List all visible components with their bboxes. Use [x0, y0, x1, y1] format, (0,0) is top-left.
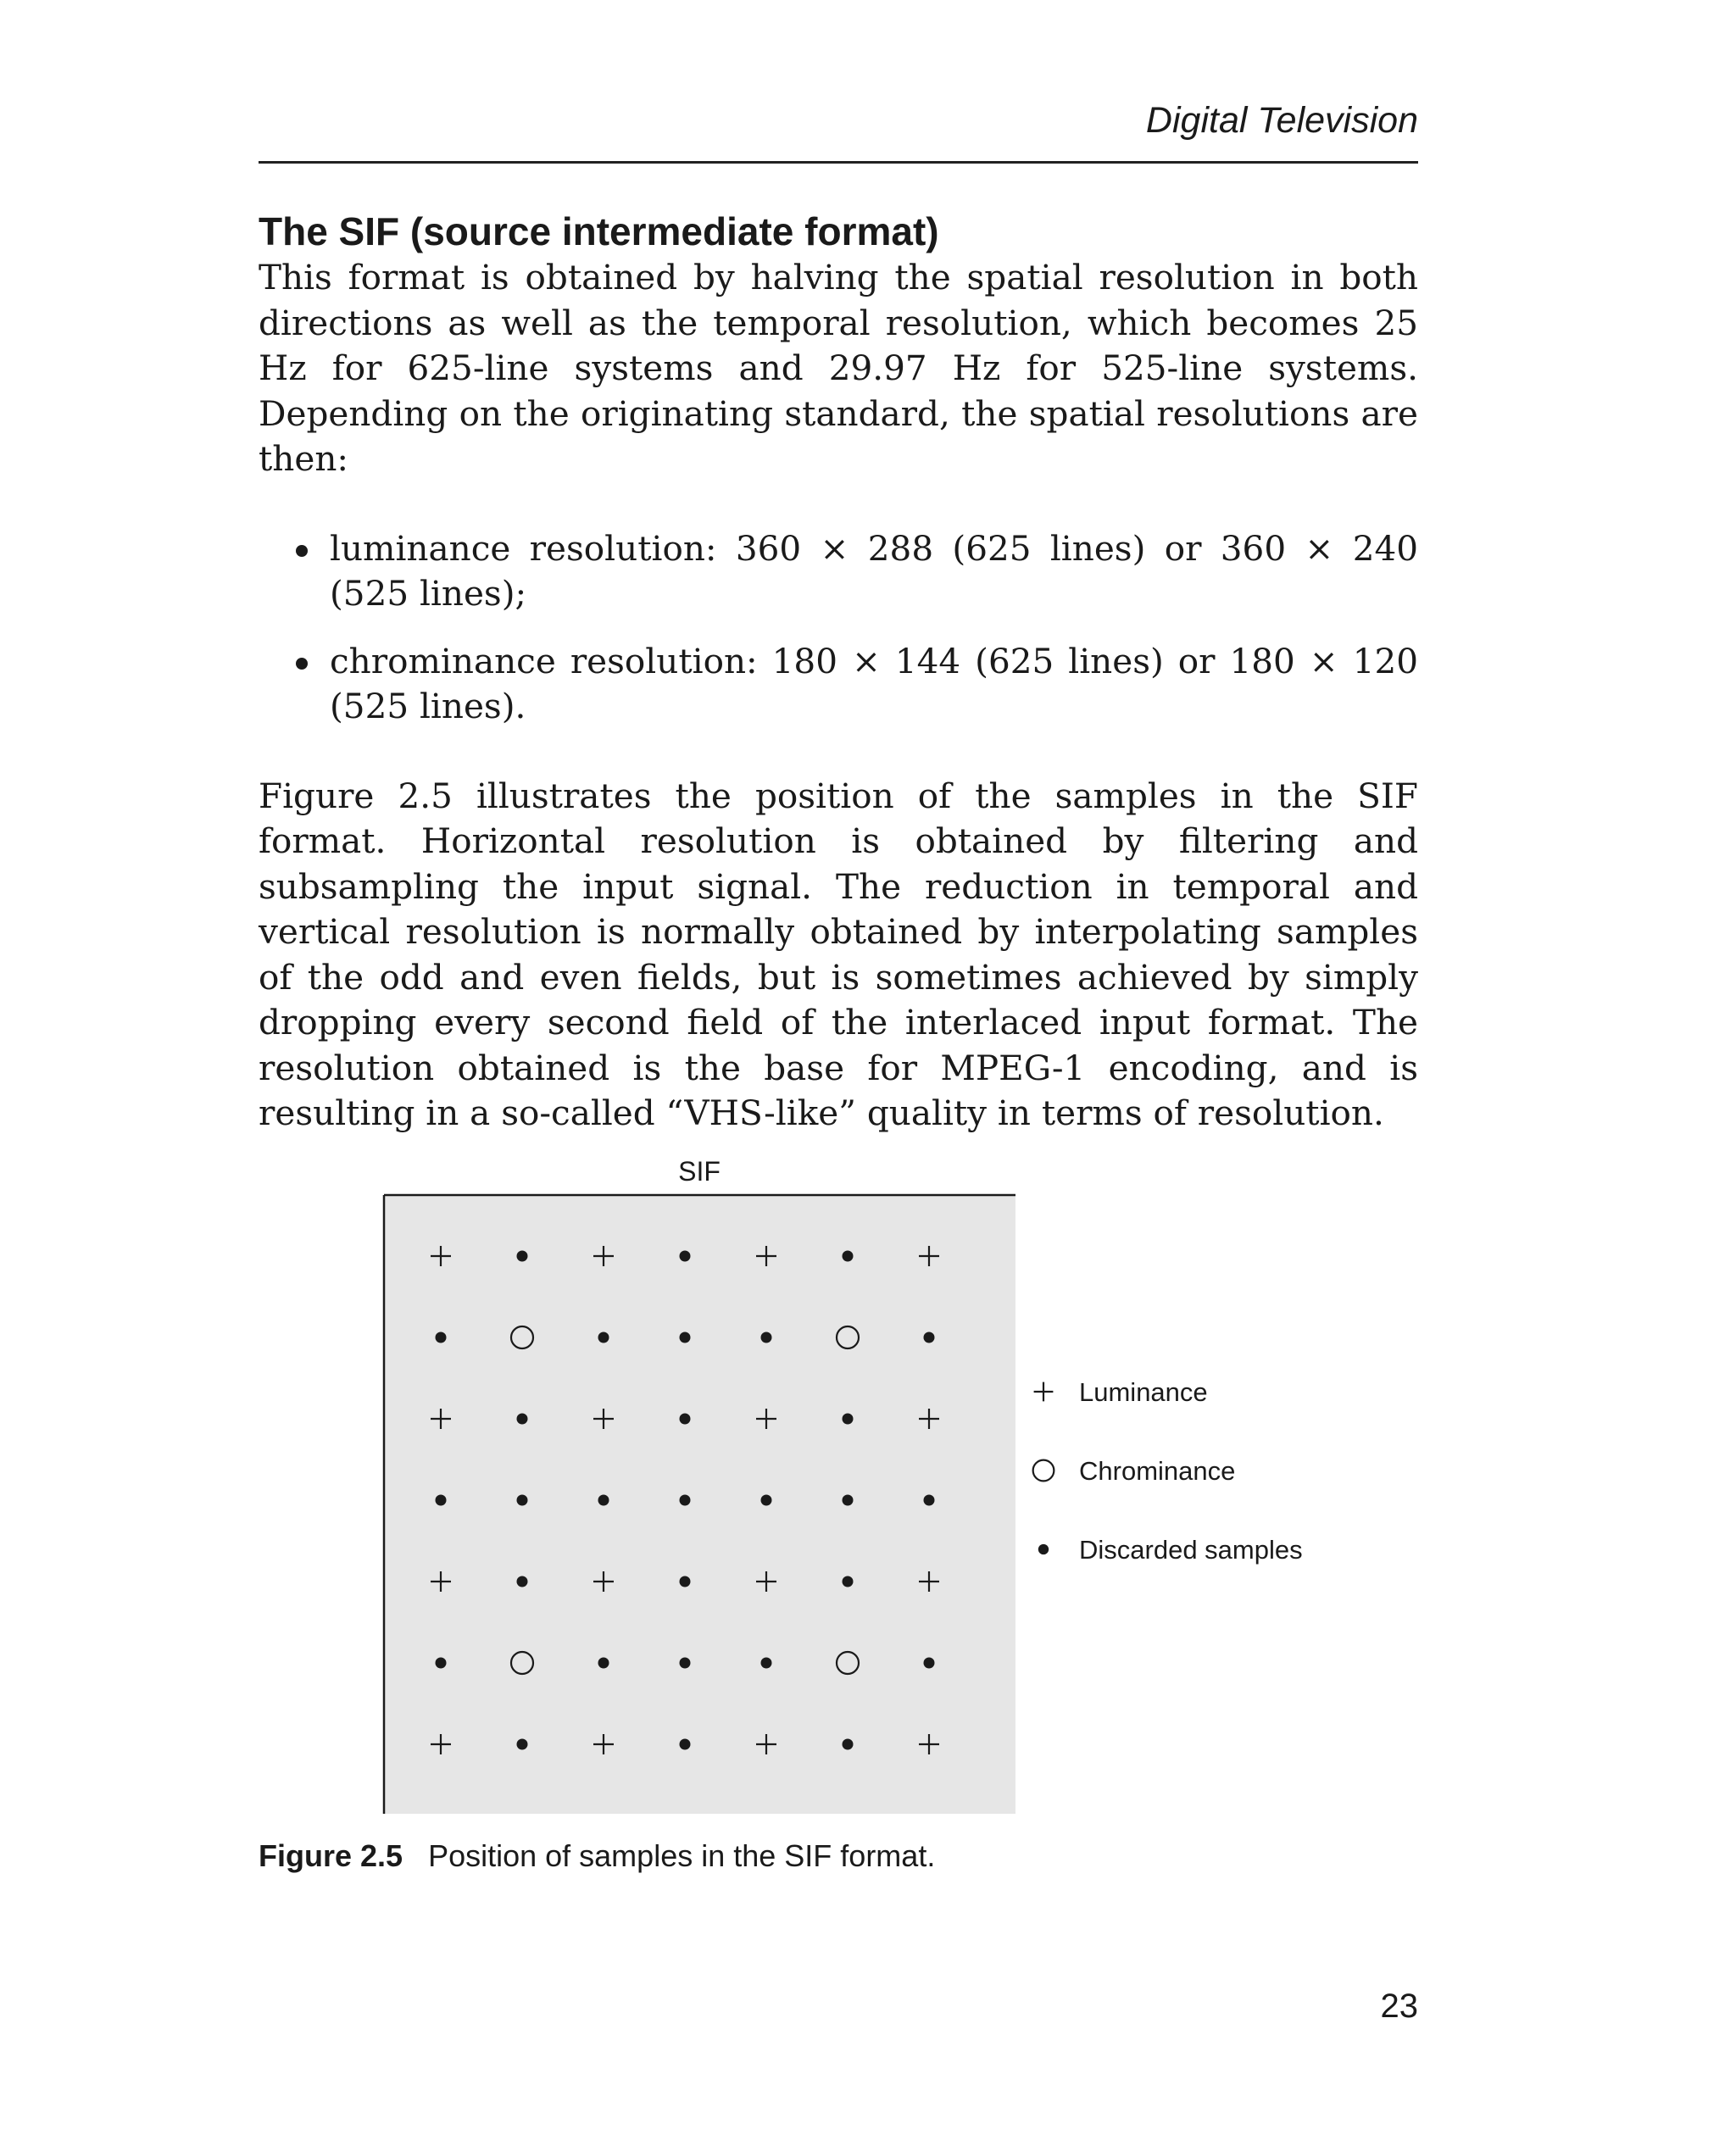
discarded-sample	[517, 1251, 528, 1262]
discarded-sample	[843, 1739, 854, 1750]
figure-sif	[259, 1153, 1418, 1915]
discarded-sample	[924, 1332, 935, 1343]
discarded-sample	[680, 1658, 691, 1669]
discarded-sample	[436, 1495, 447, 1506]
legend	[1033, 1377, 1303, 1565]
page-number: 23	[1380, 1988, 1418, 2025]
discarded-sample	[517, 1495, 528, 1506]
legend-label: Discarded samples	[1079, 1535, 1303, 1565]
caption-text: Position of samples in the SIF format.	[428, 1838, 936, 1873]
discarded-sample	[517, 1576, 528, 1587]
discarded-sample	[680, 1414, 691, 1425]
intro-paragraph: This format is obtained by halving the spatial resolution in both directions as well as the temporal resolution, which becomes 25 Hz for 625-line systems and 29.97 Hz for 525-line systems. Depending on the originating standard, the spatial resolutions are then:	[259, 257, 1418, 479]
discarded-sample	[761, 1495, 772, 1506]
figure-caption	[259, 1837, 935, 1875]
discarded-sample	[680, 1739, 691, 1750]
discarded-sample	[843, 1414, 854, 1425]
discarded-sample	[598, 1658, 609, 1669]
figure-title: SIF	[678, 1156, 721, 1187]
list-item-text: chrominance resolution: 180 × 144 (625 lines) or 180 × 120 (525 lines).	[330, 640, 1418, 726]
bullet-icon	[296, 658, 308, 670]
legend-label: Chrominance	[1079, 1456, 1236, 1486]
sample-grid-panel	[384, 1195, 1015, 1814]
body-paragraph: Figure 2.5 illustrates the position of the samples in the SIF format. Horizontal resolution is obtained by filtering and subsampling the input signal. The reduction in temporal and vertical resolution is normally obtained by interpolating samples of the odd and even fields, but is sometimes achieved by simply dropping every second field of the interlaced input format. The resolution obtained is the base for MPEG-1 encoding, and is resulting in a so-called “VHS-like” quality in terms of resolution.	[259, 775, 1418, 1133]
discarded-sample	[761, 1658, 772, 1669]
resolution-list	[259, 526, 1418, 730]
discarded-sample	[436, 1658, 447, 1669]
legend-label: Luminance	[1079, 1377, 1208, 1407]
discarded-sample	[680, 1495, 691, 1506]
discarded-sample	[598, 1332, 609, 1343]
list-item	[259, 526, 1418, 617]
sif-diagram	[259, 1153, 1418, 1831]
discarded-sample	[436, 1332, 447, 1343]
discarded-sample	[680, 1332, 691, 1343]
discarded-sample	[517, 1739, 528, 1750]
legend-chrominance-icon	[1033, 1460, 1054, 1482]
discarded-sample	[761, 1332, 772, 1343]
caption-label: Figure 2.5	[259, 1838, 403, 1873]
list-item	[259, 639, 1418, 730]
legend-discarded-icon	[1038, 1544, 1049, 1554]
discarded-sample	[598, 1495, 609, 1506]
discarded-sample	[680, 1251, 691, 1262]
discarded-sample	[680, 1576, 691, 1587]
section-heading: The SIF (source intermediate format)	[259, 209, 939, 253]
bullet-icon	[296, 545, 308, 557]
page-content	[259, 208, 1418, 1137]
discarded-sample	[924, 1658, 935, 1669]
discarded-sample	[843, 1495, 854, 1506]
running-header: Digital Television	[1145, 100, 1418, 141]
header-rule	[259, 161, 1418, 164]
discarded-sample	[924, 1495, 935, 1506]
discarded-sample	[843, 1576, 854, 1587]
discarded-sample	[843, 1251, 854, 1262]
discarded-sample	[517, 1414, 528, 1425]
list-item-text: luminance resolution: 360 × 288 (625 lines) or 360 × 240 (525 lines);	[330, 527, 1418, 614]
legend-luminance-icon	[1034, 1382, 1054, 1402]
